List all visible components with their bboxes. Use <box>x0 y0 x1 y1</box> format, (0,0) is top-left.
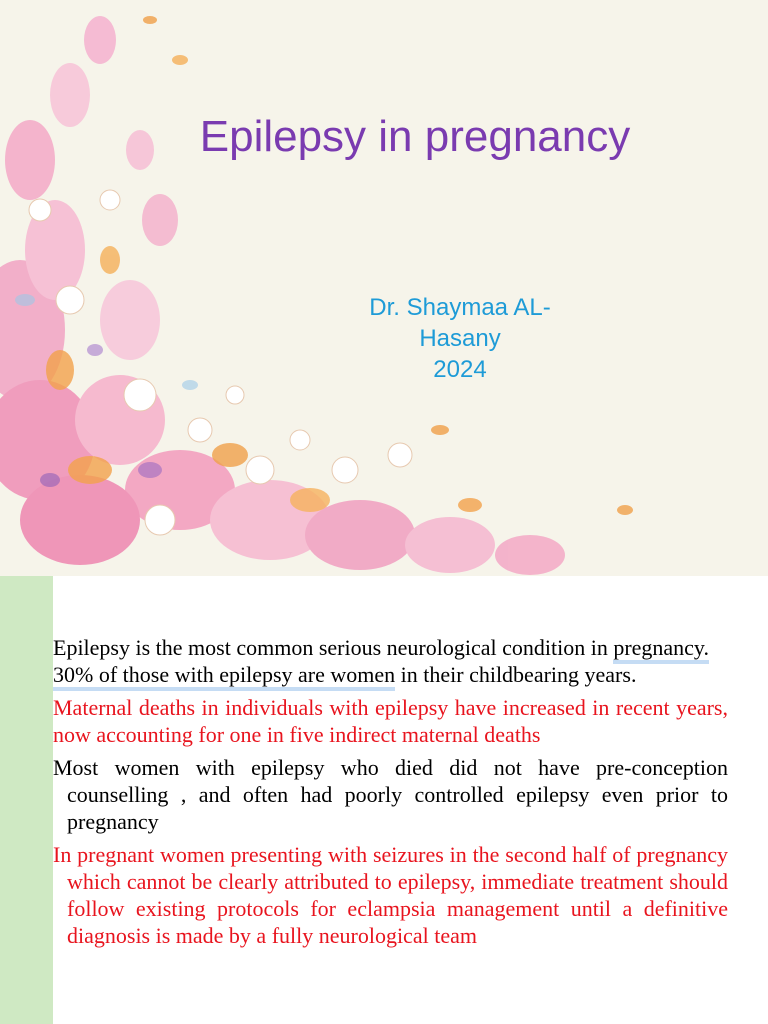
author-block <box>340 292 580 385</box>
presentation-year: 2024 <box>433 356 487 383</box>
paragraph-1-text-b: in their childbearing years. <box>395 662 637 687</box>
paragraph-seizures-treatment: In pregnant women presenting with seizures in the second half of pregnancy which cannot be clearly attributed to epilepsy, immediate treatment should follow existing protocols for eclampsia management until a definitive diagnosis is made by a fully neurological team <box>53 842 728 948</box>
slide-title: Epilepsy in pregnancy <box>199 112 631 161</box>
paragraph-epilepsy-common <box>53 634 728 688</box>
content-body <box>53 634 728 955</box>
content-slide <box>0 576 768 1024</box>
author-name-line2: Hasany <box>419 325 501 352</box>
author-name-line1: Dr. Shaymaa AL- <box>369 294 551 321</box>
paragraph-maternal-deaths: Maternal deaths in individuals with epilepsy have increased in recent years, now accounting for one in five indirect maternal deaths <box>53 695 728 747</box>
paragraph-1-text-a: Epilepsy is the most common serious neurological condition in <box>53 635 614 660</box>
paragraph-1-underlined: pregnancy. 30% of those with epilepsy are women <box>53 635 709 691</box>
paragraph-counselling: Most women with epilepsy who died did not have pre-conception counselling , and often had poorly controlled epilepsy even prior to pregnancy <box>53 755 728 834</box>
green-side-bar <box>0 576 53 1024</box>
